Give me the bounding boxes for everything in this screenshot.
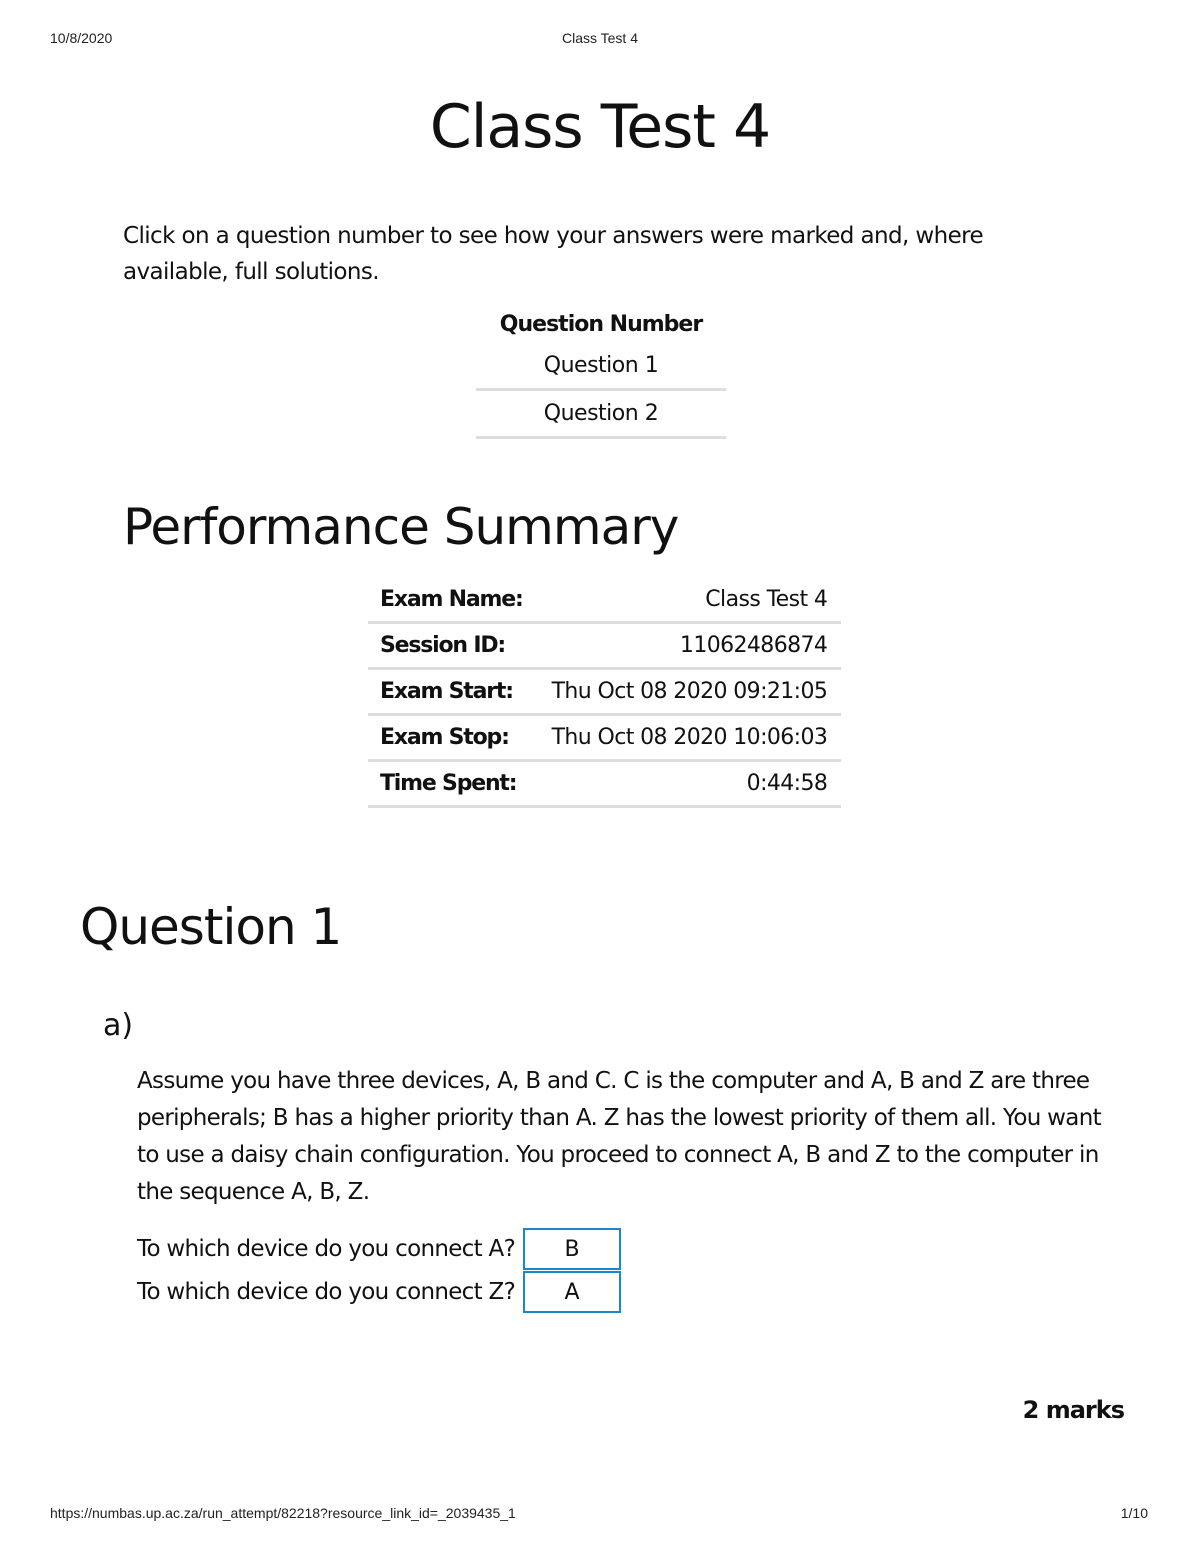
summary-value: Class Test 4 — [536, 578, 841, 623]
print-footer-page-number: 1/10 — [1120, 1505, 1148, 1521]
question-part-label: a) — [103, 1008, 134, 1043]
summary-row-time-spent — [368, 761, 841, 807]
print-header-title: Class Test 4 — [562, 30, 638, 46]
performance-summary-title: Performance Summary — [123, 498, 679, 556]
intro-text: Click on a question number to see how your answers were marked and, where available, full solutions. — [123, 223, 984, 285]
answer-row-z — [137, 1271, 621, 1313]
summary-value: Thu Oct 08 2020 09:21:05 — [536, 669, 841, 715]
summary-label: Exam Stop: — [368, 715, 536, 761]
answer-input-a[interactable] — [523, 1228, 621, 1270]
summary-value: 0:44:58 — [536, 761, 841, 807]
question-nav-table — [476, 312, 726, 439]
summary-label: Session ID: — [368, 623, 536, 669]
question-nav-item-1[interactable]: Question 1 — [476, 343, 726, 390]
summary-row-exam-stop — [368, 715, 841, 761]
summary-row-session-id — [368, 623, 841, 669]
summary-row-exam-start — [368, 669, 841, 715]
summary-label: Exam Start: — [368, 669, 536, 715]
summary-row-exam-name — [368, 578, 841, 623]
summary-label: Time Spent: — [368, 761, 536, 807]
question-1-title: Question 1 — [80, 898, 342, 956]
summary-value: 11062486874 — [536, 623, 841, 669]
page-title: Class Test 4 — [429, 92, 771, 162]
answer-input-z[interactable] — [523, 1271, 621, 1313]
answer-label: To which device do you connect Z? — [137, 1279, 516, 1305]
summary-value: Thu Oct 08 2020 10:06:03 — [536, 715, 841, 761]
answer-label: To which device do you connect A? — [137, 1236, 516, 1262]
question-nav-item-2[interactable]: Question 2 — [476, 390, 726, 438]
marks-awarded: 2 marks — [1022, 1396, 1124, 1424]
print-header-date: 10/8/2020 — [50, 30, 113, 46]
question-nav-header: Question Number — [499, 312, 703, 337]
performance-summary-table — [368, 578, 841, 808]
question-prompt: Assume you have three devices, A, B and C. C is the computer and A, B and Z are three peripherals; B has a higher priority than A. Z has the lowest priority of them all. You want to use a daisy chain configuration. You proceed to connect A, B and Z to the computer in the sequence A, B, Z. — [137, 1068, 1101, 1205]
print-footer-url: https://numbas.up.ac.za/run_attempt/82218?resource_link_id=_2039435_1 — [50, 1505, 516, 1521]
summary-label: Exam Name: — [368, 578, 536, 623]
answer-row-a — [137, 1228, 621, 1270]
